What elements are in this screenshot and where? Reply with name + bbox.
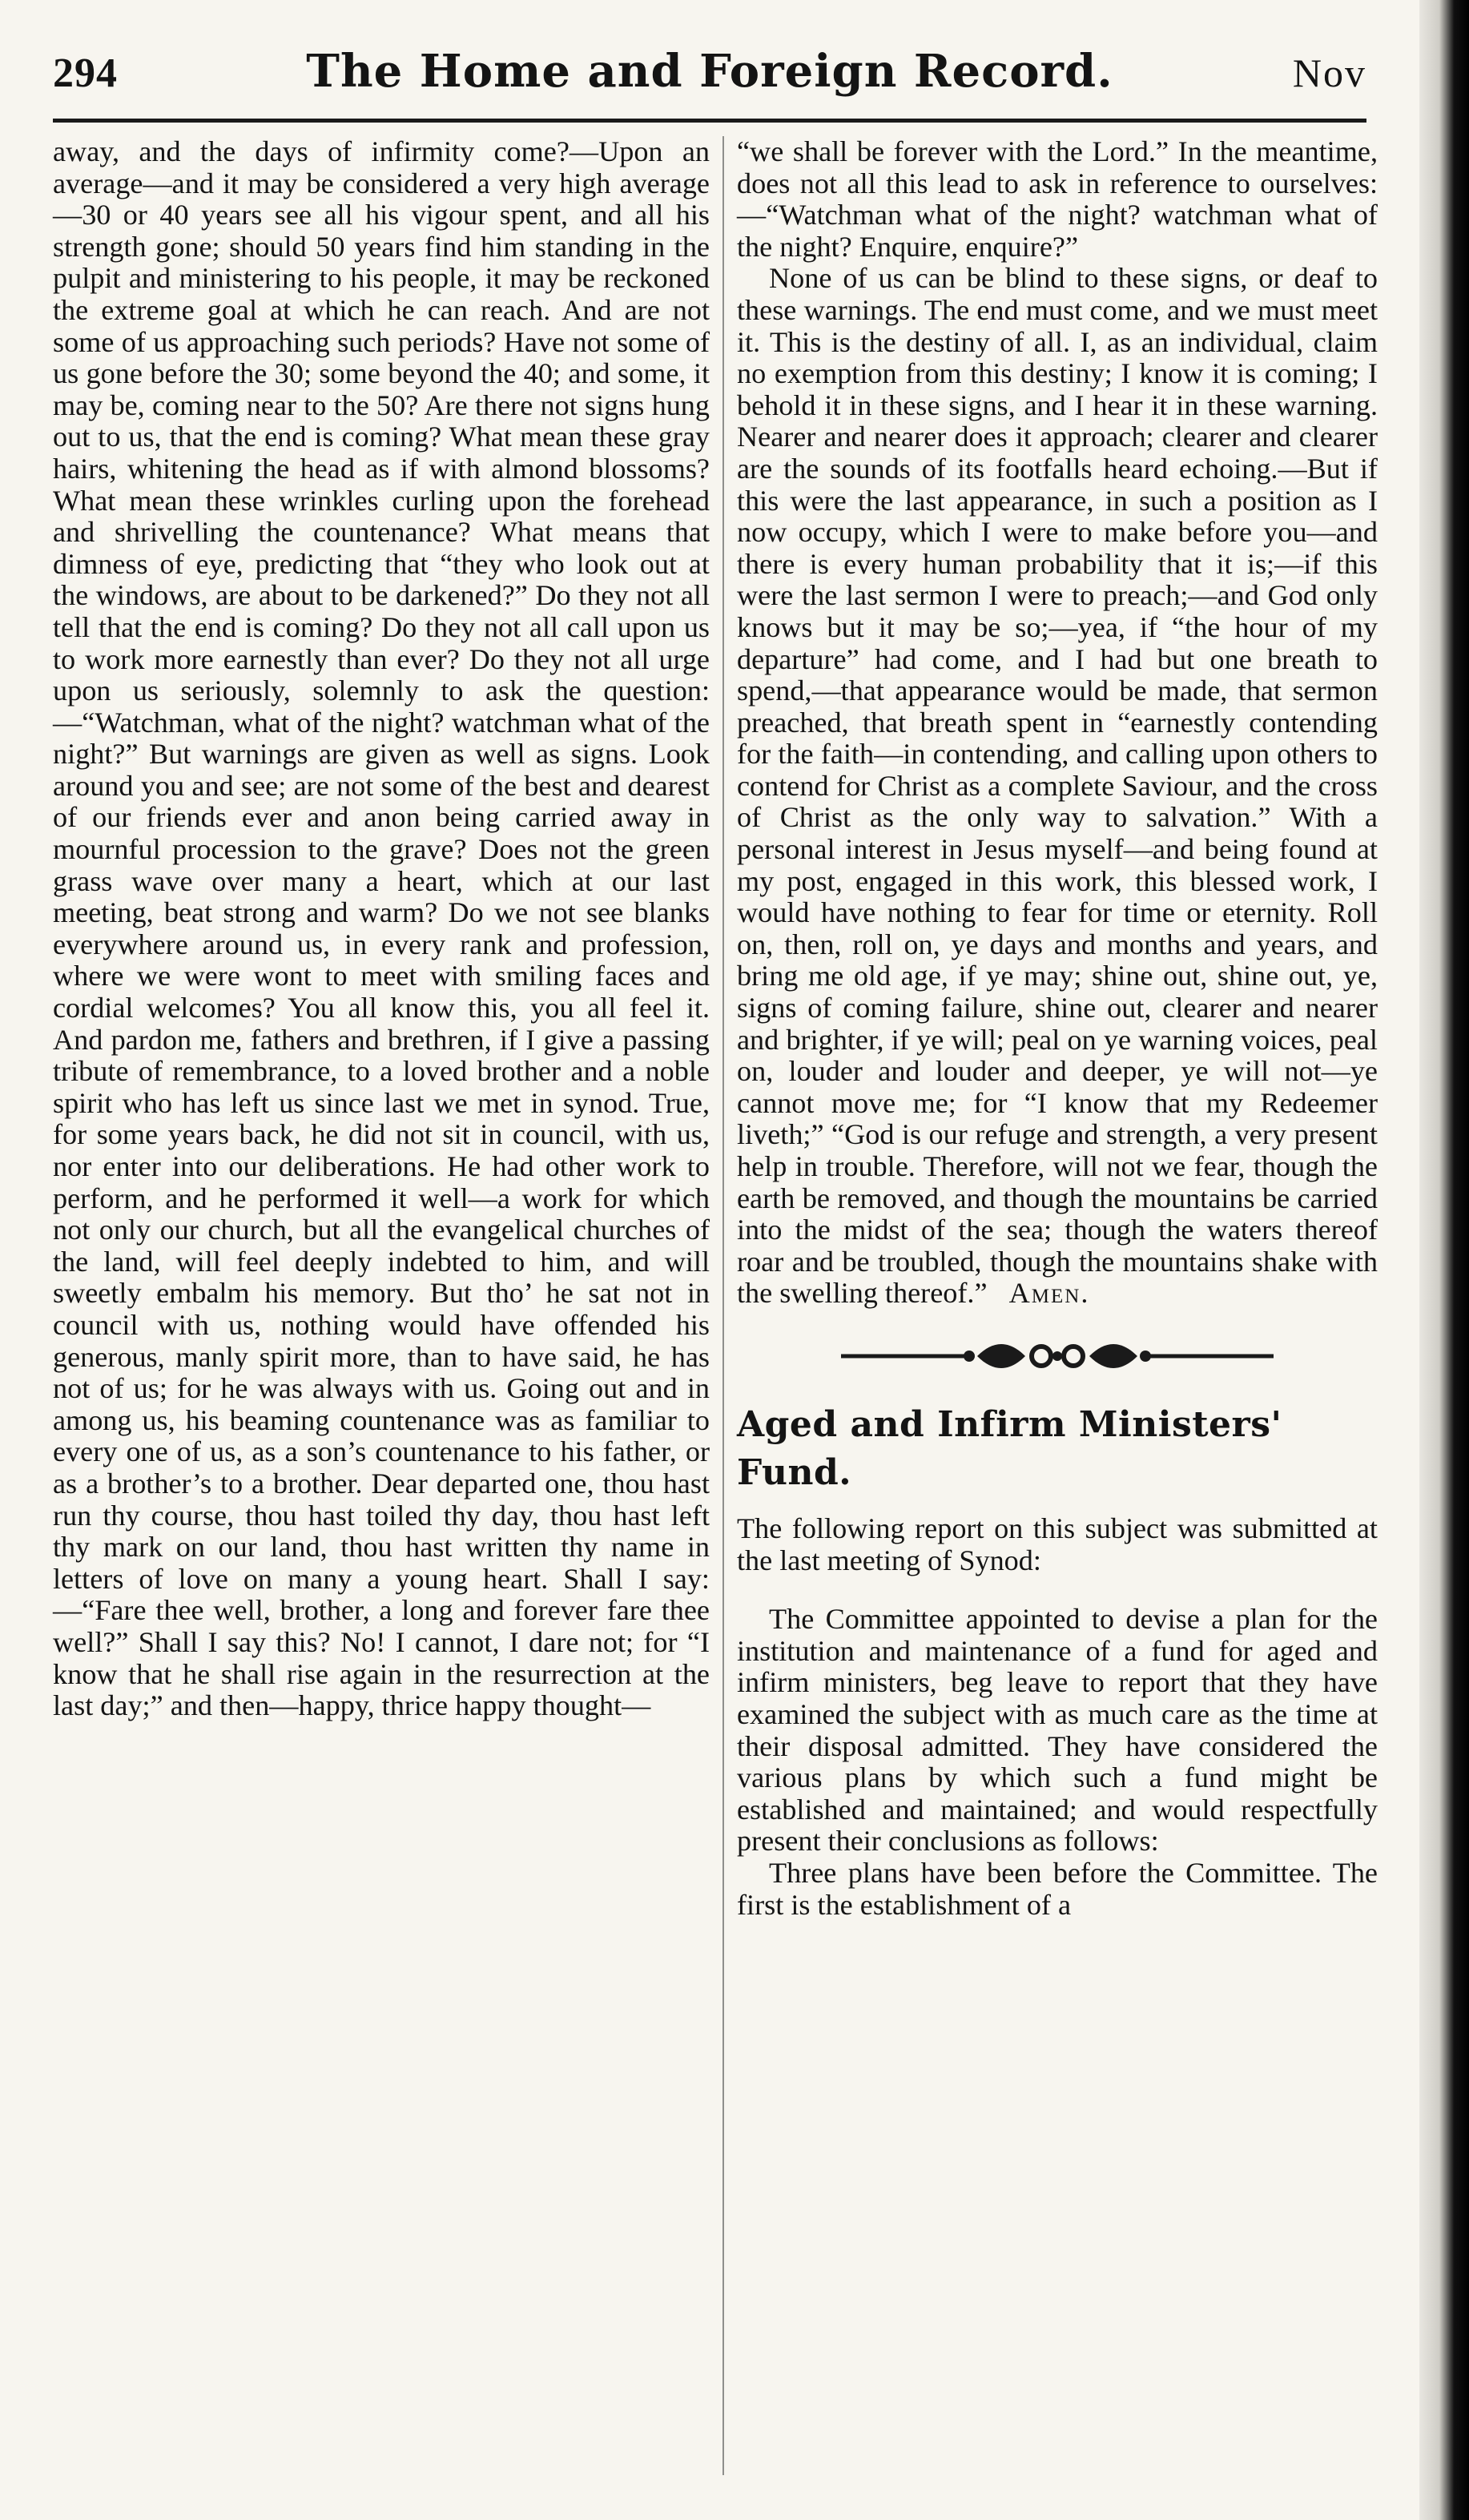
page-header [53, 45, 1366, 114]
left-column-text: away, and the days of infirmity come?—Upon an average—and it may be considered a very high average—30 or 40 years see all his vigour spent, and all his strength gone; should 50 years find him standing in the pulpit and ministering to his people, it may be reckoned the extreme goal at which he can reach. And are not some of us approaching such periods? Have not some of us gone before the 30; some beyond the 40; and some, it may be, coming near to the 50? Are there not signs hung out to us, that the end is coming? What mean these gray hairs, whitening the head as if with almond blossoms? What mean these wrinkles curling upon the forehead and shrivelling the countenance? What means that dimness of eye, predicting that “they who look out at the windows, are about to be darkened?” Do they not all tell that the end is coming? Do they not all call upon us to work more earnestly than ever? Do they not all urge upon us seriously, solemnly to ask the question:—“Watchman, what of the night? watchman what of the night?” But warnings are given as well as signs. Look around you and see; are not some of the best and dearest of our friends ever and anon being carried away in mournful procession to the grave? Does not the green grass wave over many a heart, which at our last meeting, beat strong and warm? Do we not see blanks everywhere around us, in every rank and profession, where we were wont to meet with smiling faces and cordial welcomes? You all know this, you all feel it. And pardon me, fathers and brethren, if I give a passing tribute of remembrance, to a loved brother and a noble spirit who has left us since last we met in synod. True, for some years back, he did not sit in council, with us, nor enter into our deliberations. He had other work to perform, and he performed it well—a work for which not only our church, but all the evangelical churches of the land, will feel deeply indebted to him, and will sweetly embalm his memory. But tho’ he sat not in council with us, nothing would have offended his generous, manly spirit more, than to have said, he has not of us; for he was always with us. Going out and in among us, his beaming countenance was as familiar to every one of us, as a son’s countenance to his father, or as a brother’s to a brother. Dear departed one, thou hast run thy course, thou hast toiled thy day, thou hast left thy mark on our land, thou hast written thy name in letters of love on many a young heart. Shall I say:—“Fare thee well, brother, a long and forever fare thee well?” Shall I say this? No! I cannot, I dare not; for “I know that he shall rise again in the resurrection at the last day;” and then—happy, thrice happy thought— [53, 135, 710, 1722]
right-paragraph-1: “we shall be forever with the Lord.” In the meantime, does not all this lead to ask in reference to ourselves:—“Watchman what of the night? watchman what of the night? Enquire, enquire?” [737, 135, 1378, 263]
right-paragraph-2 [737, 263, 1378, 1310]
section-intro: The following report on this subject was submitted at the last meeting of Synod: [737, 1512, 1378, 1576]
amen-signoff: Amen. [1008, 1277, 1090, 1310]
section-heading: Aged and Infirm Ministers' Fund. [737, 1403, 1282, 1493]
header-rule [53, 119, 1366, 123]
right-paragraph-2-text: None of us can be blind to these signs, or deaf to these warnings. The end must come, and we must meet it. This is the destiny of all. I, as an individual, claim no exemption from this destiny; I know it is coming; I behold it in these signs, and I hear it in these warning. Nearer and nearer does it approach; clearer and clearer are the sounds of its footfalls heard echoing.—But if this were the last appearance, in such a position as I now occupy, which I were to make before you—and there is every human probability that it is;—if this were the last sermon I were to preach;—and God only knows but it may be so;—yea, if “the hour of my departure” had come, and I had but one breath to spend,—that appearance would be made, that sermon preached, that breath spent in “earnestly contending for the faith—in contending, and calling upon others to contend for Christ as a complete Saviour, and the cross of Christ as the only way to salvation.” With a personal interest in Jesus myself—and being found at my post, engaged in this work, this blessed work, I would have nothing to fear for time or eternity. Roll on, then, roll on, ye days and months and years, and bring me old age, if ye may; shine out, shine out, ye, signs of coming failure, shine out, clearer and nearer and brighter, if ye will; peal on ye warning voices, peal on, louder and louder and deeper, ye will not—ye cannot move me; for “I know that my Redeemer liveth;” “God is our refuge and strength, a very present help in trouble. Therefore, will not we fear, though the earth be removed, and though the mountains be carried into the midst of the sea; though the waters thereof roar and be troubled, though the mountains shake with the swelling thereof.” [737, 262, 1378, 1310]
right-paragraph-4: Three plans have been before the Committee. The first is the establishment of a [737, 1856, 1378, 1921]
page-number: 294 [53, 50, 118, 96]
right-column [737, 136, 1378, 1921]
right-paragraph-3: The Committee appointed to devise a plan for the institution and maintenance of a fund for aged and infirm ministers, beg leave to report that they have examined the subject with as much care as the time at their disposal admitted. They have considered the various plans by which such a fund might be established and maintained; and would respectfully present their conclusions as follows: [737, 1603, 1378, 1858]
left-column [53, 136, 710, 1722]
running-title: The Home and Foreign Record. [306, 45, 1113, 98]
column-divider [722, 136, 724, 2475]
month-label: Nov [1292, 50, 1366, 95]
ornament-divider [833, 1338, 1282, 1374]
scan-edge-shadow [1419, 0, 1469, 2520]
